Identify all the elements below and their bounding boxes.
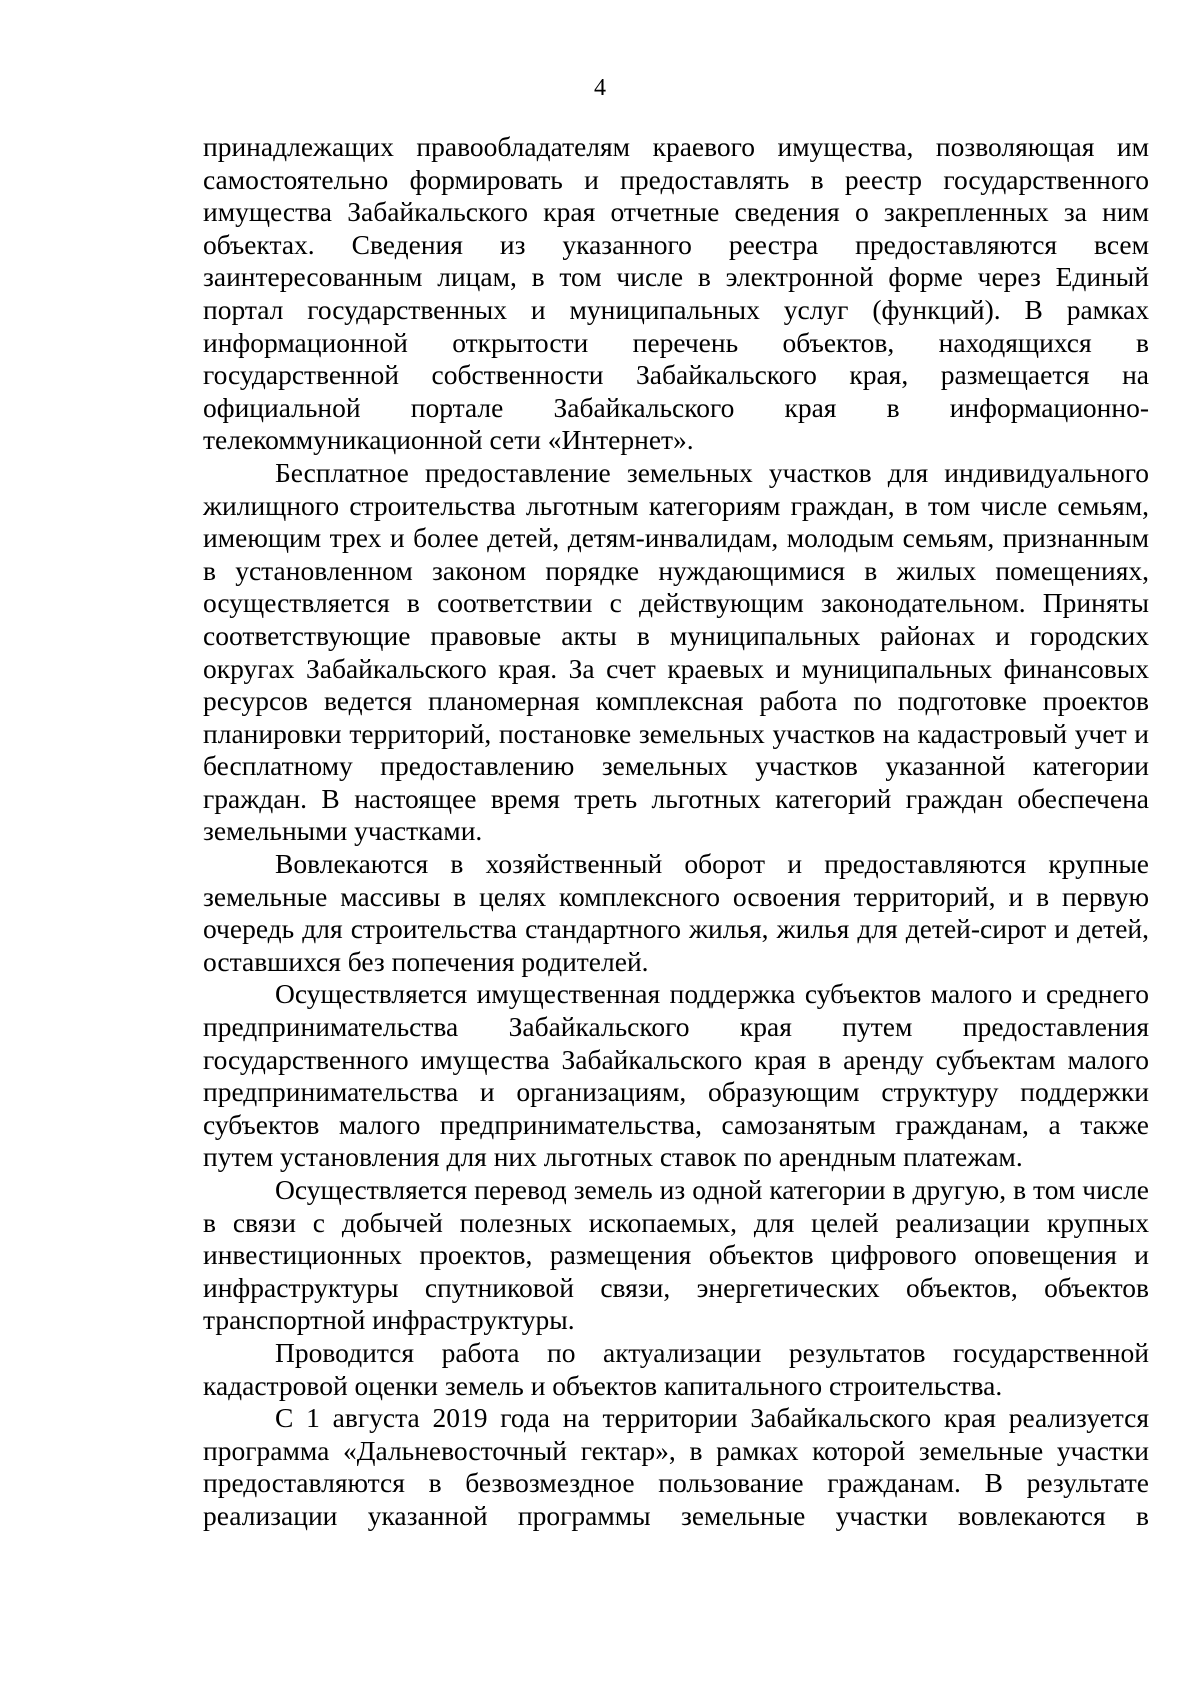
paragraph-far-east-hectare: С 1 августа 2019 года на территории Забайкальского края реализуется программа «Дальневосточный гектар», в рамках которой земельные участки предоставляются в безвозмездное пользование гражданам. В результате реализации указанной программы земельные участки вовлекаются в bbox=[203, 1402, 1149, 1531]
paragraph-registry-continuation: принадлежащих правообладателям краевого имущества, позволяющая им самостоятельно формировать и предоставлять в реестр государственного имущества Забайкальского края отчетные сведения о закрепленных за ним объектах. Сведения из указанного реестра предоставляются всем заинтересованным лицам, в том числе в электронной форме через Единый портал государственных и муниципальных услуг (функций). В рамках информационной открытости перечень объектов, находящихся в государственной собственности Забайкальского края, размещается на официальной портале Забайкальского края в информационно-телекоммуникационной сети «Интернет». bbox=[203, 131, 1149, 456]
paragraph-land-massifs: Вовлекаются в хозяйственный оборот и предоставляются крупные земельные массивы в целях комплексного освоения территорий, и в первую очередь для строительства стандартного жилья, жилья для детей-сирот и детей, оставшихся без попечения родителей. bbox=[203, 848, 1149, 977]
paragraph-land-category-transfer: Осуществляется перевод земель из одной категории в другую, в том числе в связи с добычей полезных ископаемых, для целей реализации крупных инвестиционных проектов, размещения объектов цифрового оповещения и инфраструктуры спутниковой связи, энергетических объектов, объектов транспортной инфраструктуры. bbox=[203, 1174, 1149, 1336]
page-number: 4 bbox=[594, 75, 606, 101]
paragraph-small-business-support: Осуществляется имущественная поддержка субъектов малого и среднего предпринимательства Забайкальского края путем предоставления государственного имущества Забайкальского края в аренду субъектам малого предпринимательства и организациям, образующим структуру поддержки субъектов малого предпринимательства, самозанятым гражданам, а также путем установления для них льготных ставок по арендным платежам. bbox=[203, 978, 1149, 1173]
document-body bbox=[203, 131, 1149, 1533]
paragraph-free-land-plots: Бесплатное предоставление земельных участков для индивидуального жилищного строительства льготным категориям граждан, в том числе семьям, имеющим трех и более детей, детям-инвалидам, молодым семьям, признанным в установленном законом порядке нуждающимися в жилых помещениях, осуществляется в соответствии с действующим законодательном. Приняты соответствующие правовые акты в муниципальных районах и городских округах Забайкальского края. За счет краевых и муниципальных финансовых ресурсов ведется планомерная комплексная работа по подготовке проектов планировки территорий, постановке земельных участков на кадастровый учет и бесплатному предоставлению земельных участков указанной категории граждан. В настоящее время треть льготных категорий граждан обеспечена земельными участками. bbox=[203, 456, 1149, 847]
paragraph-cadastral-valuation: Проводится работа по актуализации результатов государственной кадастровой оценки земель и объектов капитального строительства. bbox=[203, 1336, 1149, 1401]
